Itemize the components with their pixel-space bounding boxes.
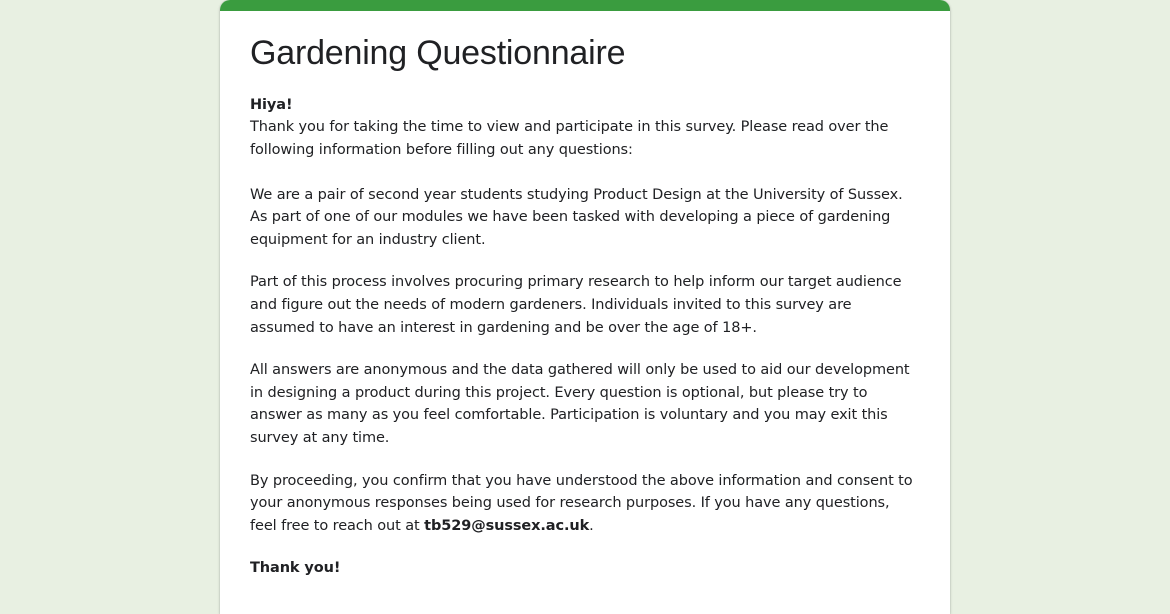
description-greeting: Hiya! — [250, 96, 293, 113]
description-paragraph-2: Part of this process involves procuring primary research to help inform our target audience and figure out the needs of modern gardeners. Individuals invited to this survey are assumed to have an interest in gardening and be over the age of 18+. — [250, 274, 902, 336]
form-accent-bar — [220, 0, 950, 11]
description-closing: Thank you! — [250, 560, 341, 577]
consent-text-after-email: . — [589, 517, 594, 534]
form-description — [250, 94, 920, 580]
contact-email: tb529@sussex.ac.uk — [424, 517, 590, 534]
description-paragraph-1: We are a pair of second year students studying Product Design at the University of Sussex. As part of one of our modules we have been tasked with developing a piece of gardening equipment for an industry client. — [250, 186, 903, 248]
form-card — [220, 0, 950, 614]
description-intro: Thank you for taking the time to view and participate in this survey. Please read over the following information before filling out any questions: — [250, 119, 889, 158]
page-title: Gardening Questionnaire — [250, 34, 626, 72]
form-card-body — [220, 11, 950, 600]
description-paragraph-3: All answers are anonymous and the data gathered will only be used to aid our development in designing a product during this project. Every question is optional, but please try to answer as many as you feel comfortable. Participation is voluntary and you may exit this survey at any time. — [250, 362, 910, 446]
description-consent — [250, 470, 920, 538]
consent-text-before-email: By proceeding, you confirm that you have understood the above information and consent to your anonymous responses being used for research purposes. If you have any questions, feel free to reach out at — [250, 472, 913, 534]
